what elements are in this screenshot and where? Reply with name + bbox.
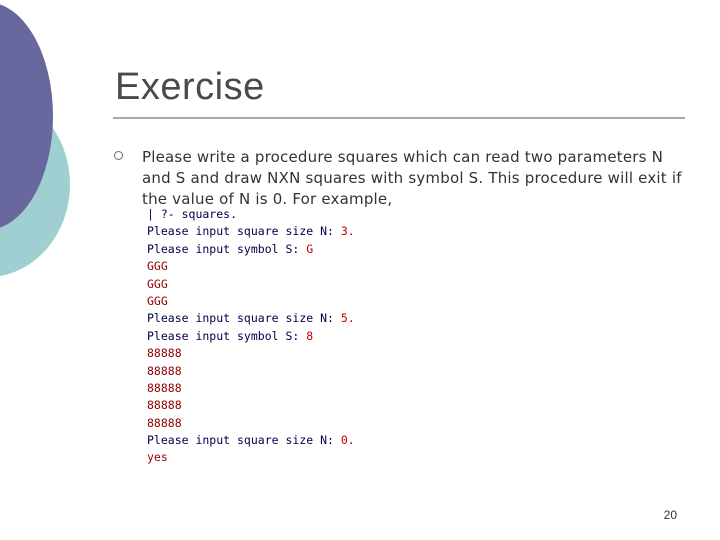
console-output-text: 88888 <box>147 363 182 378</box>
console-line <box>147 380 355 397</box>
console-user-input: 0. <box>340 433 355 448</box>
console-line <box>147 415 355 432</box>
console-line <box>147 276 355 293</box>
console-output-text: 88888 <box>147 380 182 395</box>
procedure-keyword: squares <box>337 148 399 166</box>
console-example <box>147 206 355 467</box>
bullet-circle-icon <box>114 151 123 160</box>
console-line <box>147 328 355 345</box>
console-prompt-text: Please input square size N: <box>147 224 341 239</box>
console-line <box>147 449 355 466</box>
console-output-text: 88888 <box>147 346 182 361</box>
console-prompt-text: Please input square size N: <box>147 433 341 448</box>
console-prompt-text: | ?- squares. <box>147 207 238 221</box>
description-text-before: Please write a procedure <box>142 148 338 166</box>
console-output-text: yes <box>147 450 168 465</box>
console-line <box>147 345 355 362</box>
console-user-input: 8 <box>306 328 314 343</box>
console-line <box>147 258 355 275</box>
console-output-text: GGG <box>147 293 168 308</box>
console-line <box>147 363 355 380</box>
page-number: 20 <box>663 508 677 522</box>
console-output-text: GGG <box>147 276 168 291</box>
console-line <box>147 223 355 240</box>
slide-title: Exercise <box>115 66 265 108</box>
console-line <box>147 397 355 414</box>
console-line <box>147 432 355 449</box>
title-divider <box>113 117 685 119</box>
console-output-text: 88888 <box>147 398 182 413</box>
console-user-input: G <box>306 241 314 256</box>
console-prompt-text: Please input symbol S: <box>147 241 307 256</box>
console-prompt-text: Please input square size N: <box>147 311 341 326</box>
console-line <box>147 241 355 258</box>
console-output-text: 88888 <box>147 415 182 430</box>
console-prompt-text: Please input symbol S: <box>147 328 307 343</box>
console-user-input: 3. <box>340 224 355 239</box>
console-user-input: 5. <box>340 311 355 326</box>
console-line <box>147 293 355 310</box>
console-line <box>147 206 355 223</box>
console-output-text: GGG <box>147 259 168 274</box>
console-line <box>147 310 355 327</box>
exercise-description <box>142 147 690 210</box>
description-text-after: which can read two parameters N and S and draw NXN squares with symbol S. This procedure will exit if the value of N is 0. For example, <box>142 148 682 208</box>
